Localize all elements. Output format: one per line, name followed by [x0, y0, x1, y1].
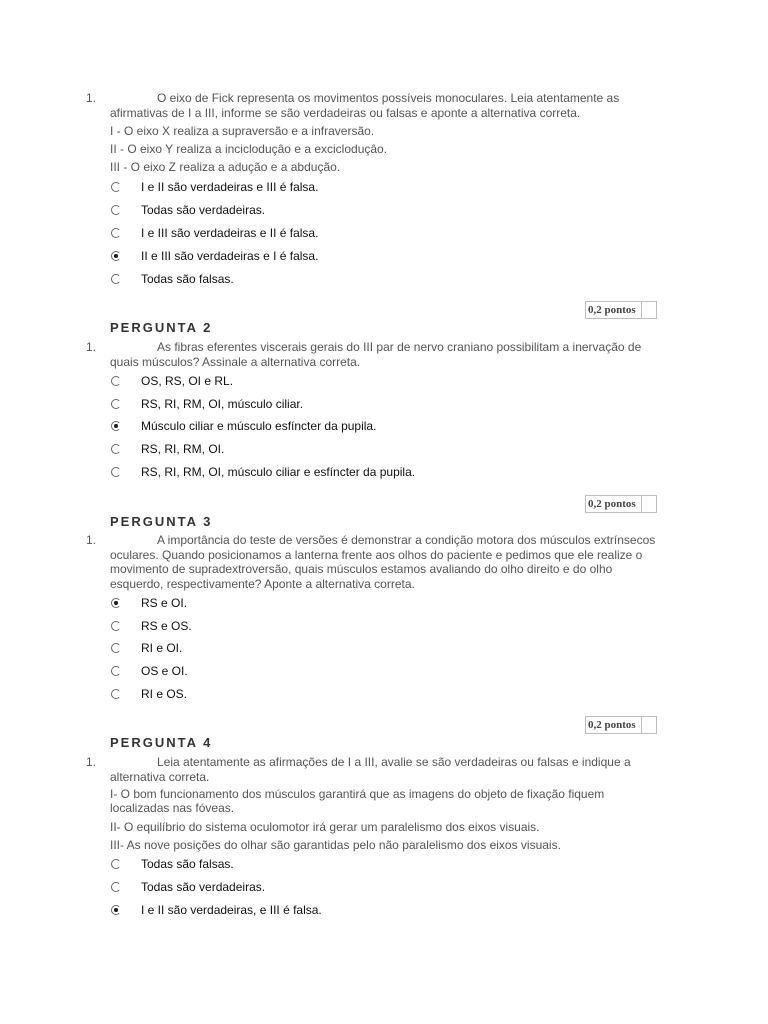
option-label: I e III são verdadeiras e II é falsa. — [141, 226, 319, 240]
points-input-box — [641, 496, 656, 512]
option-label: Músculo ciliar e músculo esfíncter da pupila. — [141, 419, 377, 433]
question-number: 1. — [86, 755, 97, 769]
question-heading: PERGUNTA 2 — [110, 320, 213, 335]
option-1[interactable] — [111, 180, 631, 200]
radio-button[interactable] — [111, 882, 121, 892]
points-box — [585, 301, 657, 319]
radio-button[interactable] — [111, 689, 121, 699]
points-input-box — [641, 302, 656, 318]
option-label: Todas são verdadeiras. — [141, 203, 266, 217]
radio-button[interactable] — [111, 859, 121, 869]
option-1[interactable] — [111, 374, 631, 394]
option-label: RS, RI, RM, OI, músculo ciliar e esfíncter da pupila. — [141, 465, 416, 479]
question-number: 1. — [86, 533, 97, 547]
radio-button-selected[interactable] — [111, 905, 121, 915]
statement-1: I- O bom funcionamento dos músculos garantirá que as imagens do objeto de fixação fiquem localizadas nas fóveas. — [110, 787, 605, 815]
option-2[interactable] — [111, 619, 631, 639]
statement-2: II- O equilíbrio do sistema oculomotor irá gerar um paralelismo dos eixos visuais. — [110, 820, 540, 834]
option-3[interactable] — [111, 226, 631, 246]
option-label: RS e OS. — [141, 619, 192, 633]
question-text: O eixo de Fick representa os movimentos possíveis monoculares. Leia atentamente as afirmativas de I a III, informe se são verdadeiras ou falsas e aponte a alternativa correta. — [110, 91, 620, 120]
question-text: As fibras eferentes viscerais gerais do III par de nervo craniano possibilitam a inervação de quais músculos? Assinale a alternativa correta. — [110, 340, 642, 369]
option-5[interactable] — [111, 687, 631, 707]
option-1[interactable] — [111, 596, 631, 616]
statement-1: I - O eixo X realiza a supraversão e a infraversão. — [110, 124, 375, 138]
question-text: Leia atentamente as afirmações de I a III, avalie se são verdadeiras ou falsas e indique a alternativa correta. — [110, 755, 631, 784]
radio-button[interactable] — [111, 621, 121, 631]
statement-3: III - O eixo Z realiza a adução e a abdução. — [110, 160, 341, 174]
option-label: OS, RS, OI e RL. — [141, 374, 234, 388]
option-label: RS e OI. — [141, 596, 188, 610]
option-5[interactable] — [111, 465, 631, 485]
points-label: 0,2 pontos — [588, 304, 636, 316]
question-heading: PERGUNTA 4 — [110, 735, 213, 750]
option-label: RS, RI, RM, OI, músculo ciliar. — [141, 397, 304, 411]
option-label: I e II são verdadeiras, e III é falsa. — [141, 903, 322, 917]
option-label: I e II são verdadeiras e III é falsa. — [141, 180, 319, 194]
option-label: Todas são falsas. — [141, 272, 234, 286]
option-label: II e III são verdadeiras e I é falsa. — [141, 249, 319, 263]
points-box — [585, 716, 657, 734]
radio-button-selected[interactable] — [111, 251, 121, 261]
option-3[interactable] — [111, 419, 631, 439]
option-3[interactable] — [111, 903, 631, 923]
option-label: OS e OI. — [141, 664, 188, 678]
question-number: 1. — [86, 340, 97, 354]
points-input-box — [641, 717, 656, 733]
option-label: RI e OS. — [141, 687, 188, 701]
option-3[interactable] — [111, 641, 631, 661]
radio-button[interactable] — [111, 205, 121, 215]
option-2[interactable] — [111, 203, 631, 223]
radio-button[interactable] — [111, 274, 121, 284]
radio-button[interactable] — [111, 444, 121, 454]
option-label: RS, RI, RM, OI. — [141, 442, 225, 456]
radio-button-selected[interactable] — [111, 421, 121, 431]
statement-3: III- As nove posições do olhar são garantidas pelo não paralelismo dos eixos visuais. — [110, 838, 561, 852]
option-2[interactable] — [111, 880, 631, 900]
option-5[interactable] — [111, 272, 631, 292]
radio-button[interactable] — [111, 182, 121, 192]
radio-button[interactable] — [111, 399, 121, 409]
option-4[interactable] — [111, 442, 631, 462]
option-4[interactable] — [111, 249, 631, 269]
option-2[interactable] — [111, 397, 631, 417]
option-label: RI e OI. — [141, 641, 183, 655]
question-heading: PERGUNTA 3 — [110, 514, 213, 529]
question-text: A importância do teste de versões é demonstrar a condição motora dos músculos extrínsecos oculares. Quando posicionamos a lanterna frente aos olhos do paciente e pedimos que ele realize o movimento de supradextroversão, quais músculos estamos avaliando do olho direito e do olho esquerdo, respectivamente? Aponte a alternativa correta. — [110, 533, 656, 591]
option-label: Todas são falsas. — [141, 857, 234, 871]
question-number: 1. — [86, 91, 97, 105]
radio-button[interactable] — [111, 376, 121, 386]
statement-2: II - O eixo Y realiza a incicloduçâo e a excicloduçâo. — [110, 142, 388, 156]
radio-button[interactable] — [111, 643, 121, 653]
option-1[interactable] — [111, 857, 631, 877]
points-label: 0,2 pontos — [588, 719, 636, 731]
points-box — [585, 495, 657, 513]
radio-button[interactable] — [111, 467, 121, 477]
radio-button-selected[interactable] — [111, 598, 121, 608]
radio-button[interactable] — [111, 228, 121, 238]
points-label: 0,2 pontos — [588, 498, 636, 510]
option-4[interactable] — [111, 664, 631, 684]
option-label: Todas são verdadeiras. — [141, 880, 266, 894]
radio-button[interactable] — [111, 666, 121, 676]
